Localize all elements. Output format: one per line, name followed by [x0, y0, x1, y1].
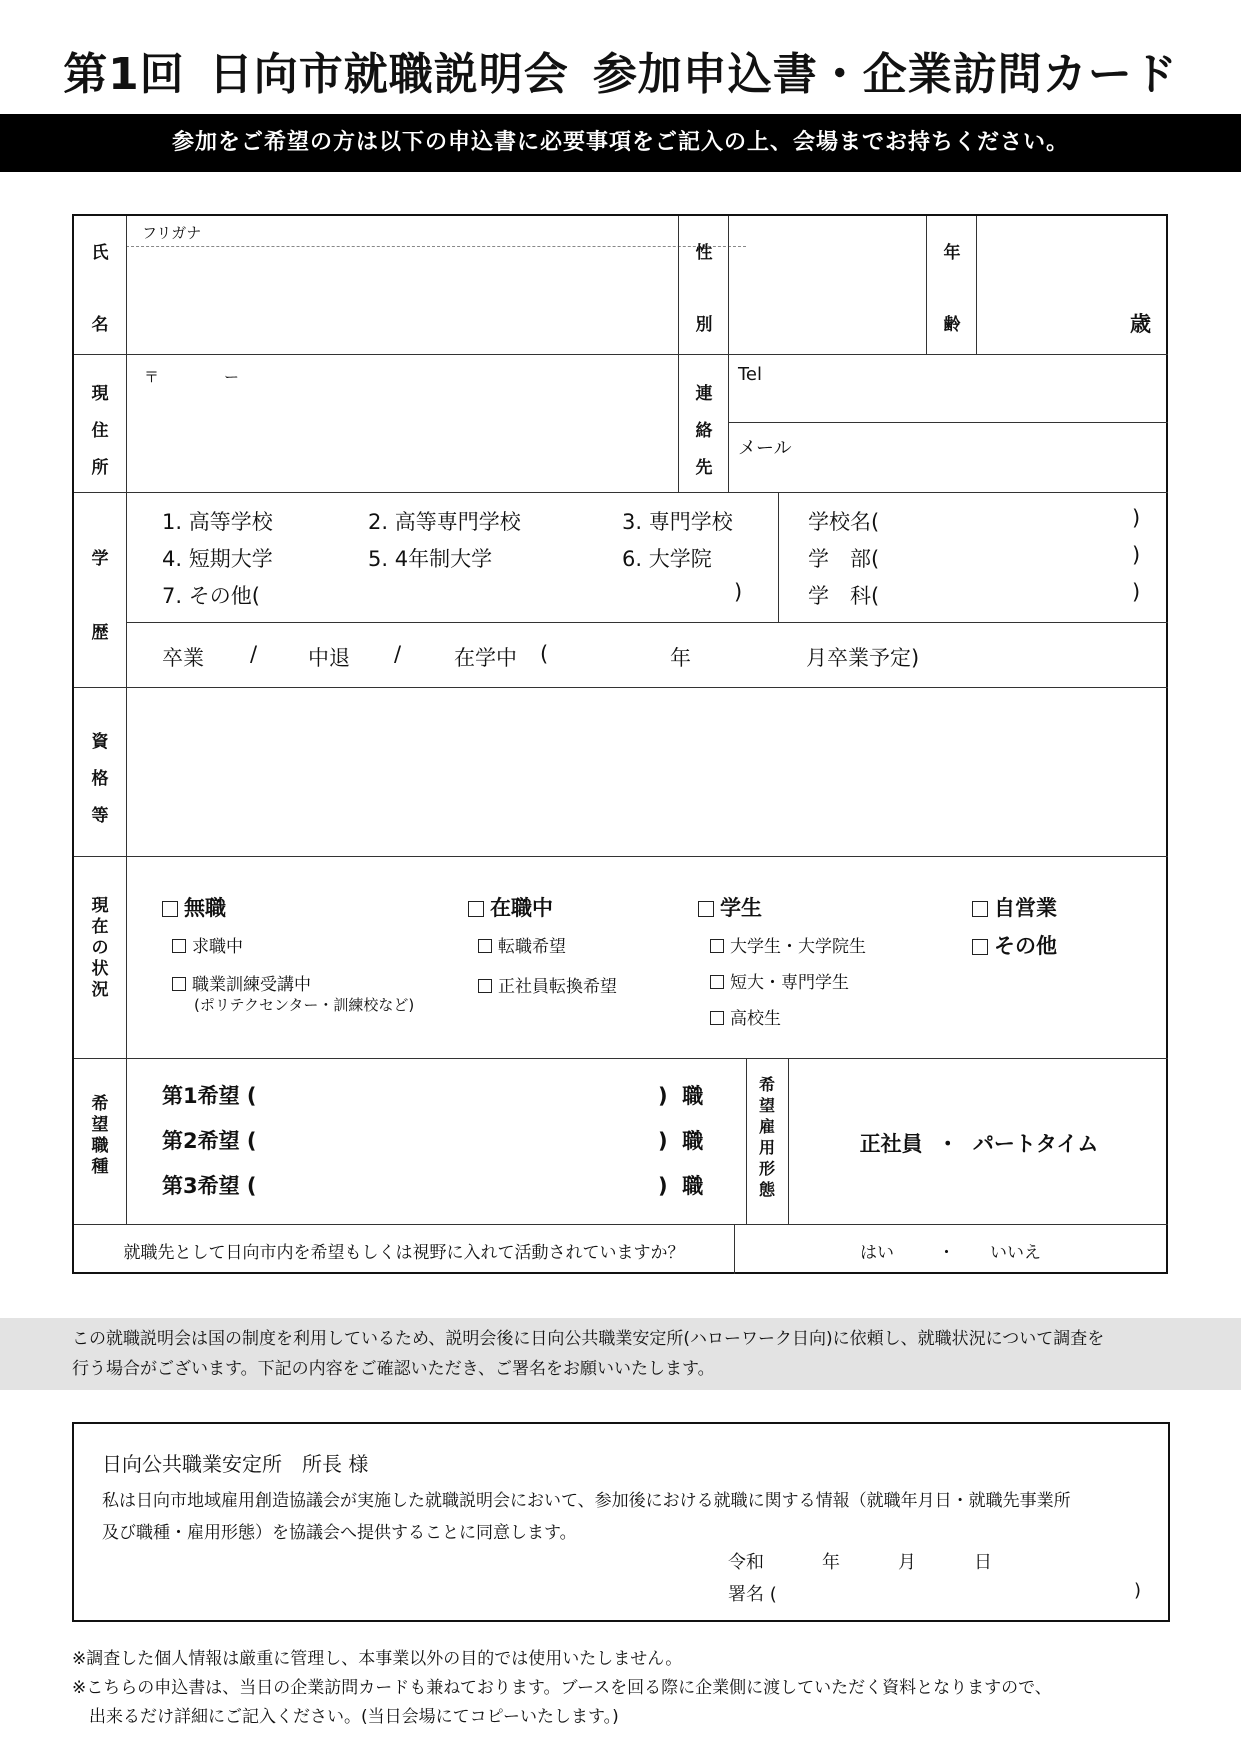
checkbox-icon: [972, 901, 988, 917]
answer-no[interactable]: いいえ: [990, 1243, 1041, 1263]
answer-separator: ・: [938, 1243, 955, 1263]
checkbox-icon: [478, 979, 492, 993]
checkbox-employed[interactable]: 在職中: [468, 892, 553, 922]
edu-option-2[interactable]: 2. 高等専門学校: [368, 510, 521, 534]
instruction-banner: 参加をご希望の方は以下の申込書に必要事項をご記入の上、会場までお持ちください。: [0, 114, 1241, 172]
answer-yes[interactable]: はい: [860, 1243, 894, 1263]
checkbox-icon: [172, 939, 186, 953]
checkbox-icon: [468, 901, 484, 917]
mail-field[interactable]: [804, 426, 1164, 486]
consent-month: 月: [898, 1552, 916, 1573]
footnote-1: ※調査した個人情報は厳重に管理し、本事業以外の目的では使用いたしません。: [72, 1649, 683, 1669]
checkbox-univ-student[interactable]: 大学生・大学院生: [710, 932, 866, 957]
desired-job-1-suffix: ) 職: [658, 1084, 704, 1108]
qualifications-label: 資 格 等: [91, 732, 109, 826]
department-close: ): [1132, 580, 1141, 604]
age-label-top: 年: [943, 243, 961, 263]
title-form-name: 参加申込書・企業訪問カード: [592, 49, 1178, 100]
desired-job-1[interactable]: 第1希望 (: [162, 1084, 257, 1108]
checkbox-self-employed[interactable]: 自営業: [972, 892, 1057, 922]
employment-type-options[interactable]: 正社員 ・ パートタイム: [859, 1132, 1099, 1156]
mail-label: メール: [738, 438, 792, 459]
footnote-3: 出来るだけ詳細にご記入ください。(当日会場にてコピーいたします。): [72, 1707, 619, 1727]
hyuga-question: 就職先として日向市内を希望もしくは視野に入れて活動されていますか？: [123, 1243, 685, 1263]
status-slash-2: /: [394, 642, 402, 666]
checkbox-high-school[interactable]: 高校生: [710, 1004, 781, 1029]
survey-notice-text: この就職説明会は国の制度を利用しているため、説明会後に日向公共職業安定所(ハローワーク日向)に依頼し、就職状況について調査を 行う場合がございます。下記の内容をご確認いただき、ご署名をお願いいたします。: [72, 1329, 1105, 1379]
application-form: [72, 214, 1168, 1274]
contact-label: 連 絡 先: [695, 384, 713, 478]
consent-year: 年: [822, 1552, 840, 1573]
checkbox-student[interactable]: 学生: [698, 892, 762, 922]
status-enrolled[interactable]: 在学中: [454, 646, 517, 670]
edu-option-7[interactable]: 7. その他(: [162, 584, 260, 608]
current-status-label: 現 在 の 状 況: [91, 896, 109, 1000]
edu-option-3[interactable]: 3. 専門学校: [622, 510, 733, 534]
postal-dash: ー: [224, 368, 240, 386]
edu-option-6[interactable]: 6. 大学院: [622, 547, 712, 571]
desired-job-2-suffix: ) 職: [658, 1129, 704, 1153]
school-close: ): [1132, 506, 1141, 530]
signature-label: 署名 (: [728, 1584, 777, 1605]
tel-label: Tel: [738, 364, 763, 385]
edu-other-close: ): [734, 580, 743, 604]
consent-body-line2: 及び職種・雇用形態）を協議会へ提供することに同意します。: [102, 1523, 577, 1543]
footnote-2: ※こちらの申込書は、当日の企業訪問カードも兼ねております。ブースを回る際に企業側に渡していただく資料となりますので、: [72, 1678, 1052, 1698]
signature-field[interactable]: [774, 1574, 1104, 1604]
checkbox-junior-college[interactable]: 短大・専門学生: [710, 968, 849, 993]
furigana-label: フリガナ: [142, 224, 202, 242]
consent-box: [72, 1422, 1170, 1622]
consent-body-line1: 私は日向市地域雇用創造協議会が実施した就職説明会において、参加後における就職に関する情報（就職年月日・就職先事業所: [102, 1491, 1071, 1511]
page-title: [0, 38, 1241, 102]
desired-job-3-suffix: ) 職: [658, 1174, 704, 1198]
education-label-bottom: 歴: [91, 623, 109, 643]
signature-close: ): [1134, 1580, 1142, 1601]
school-name-label: 学校名(: [808, 510, 880, 534]
address-label: 現 住 所: [91, 384, 109, 478]
address-field[interactable]: [134, 358, 672, 488]
employment-type-label: 希 望 雇 用 形 態: [758, 1075, 775, 1199]
faculty-label: 学 部(: [808, 547, 880, 571]
status-dropped[interactable]: 中退: [308, 646, 350, 670]
checkbox-job-change[interactable]: 転職希望: [478, 932, 566, 957]
name-label-top: 氏: [91, 243, 109, 263]
education-label-top: 学: [91, 549, 109, 569]
gender-label-bottom: 別: [695, 315, 713, 335]
tel-field[interactable]: [784, 358, 1164, 418]
checkbox-icon: [172, 977, 186, 991]
title-round: 第1回: [63, 49, 185, 100]
consent-day: 日: [974, 1552, 992, 1573]
checkbox-job-seeking[interactable]: 求職中: [172, 932, 243, 957]
qualifications-field[interactable]: [134, 694, 1164, 850]
checkbox-icon: [710, 975, 724, 989]
desired-job-2[interactable]: 第2希望 (: [162, 1129, 257, 1153]
checkbox-full-time-switch[interactable]: 正社員転換希望: [478, 972, 617, 997]
age-label-bottom: 齢: [943, 315, 961, 335]
postal-mark: 〒: [144, 368, 160, 386]
desired-job-3[interactable]: 第3希望 (: [162, 1174, 257, 1198]
status-slash-1: /: [250, 642, 258, 666]
edu-option-1[interactable]: 1. 高等学校: [162, 510, 273, 534]
edu-option-5[interactable]: 5. 4年制大学: [368, 547, 493, 571]
edu-option-4[interactable]: 4. 短期大学: [162, 547, 273, 571]
status-open-paren: (: [540, 642, 549, 666]
gender-label-top: 性: [695, 243, 713, 263]
checkbox-unemployed[interactable]: 無職: [162, 892, 226, 922]
desired-job-label: 希 望 職 種: [91, 1094, 109, 1177]
survey-notice: [0, 1318, 1241, 1390]
consent-addressee: 日向公共職業安定所 所長 様: [102, 1452, 369, 1476]
checkbox-icon: [710, 939, 724, 953]
checkbox-icon: [698, 901, 714, 917]
checkbox-training[interactable]: 職業訓練受講中: [172, 970, 311, 995]
checkbox-icon: [162, 901, 178, 917]
name-field[interactable]: [134, 250, 670, 350]
faculty-close: ): [1132, 543, 1141, 567]
department-label: 学 科(: [808, 584, 880, 608]
status-year: 年: [670, 646, 691, 670]
checkbox-icon: [478, 939, 492, 953]
age-field[interactable]: [982, 220, 1118, 350]
status-month: 月卒業予定): [806, 646, 920, 670]
age-unit: 歳: [1130, 312, 1151, 336]
title-event: 日向市就職説明会: [208, 49, 569, 100]
status-graduated[interactable]: 卒業: [162, 646, 204, 670]
checkbox-icon: [972, 939, 988, 955]
consent-era: 令和: [728, 1552, 764, 1573]
checkbox-other[interactable]: その他: [972, 930, 1057, 960]
checkbox-icon: [710, 1011, 724, 1025]
name-label-bottom: 名: [91, 315, 109, 335]
training-note: (ポリテクセンター・訓練校など): [194, 996, 415, 1014]
gender-field[interactable]: [734, 220, 920, 350]
